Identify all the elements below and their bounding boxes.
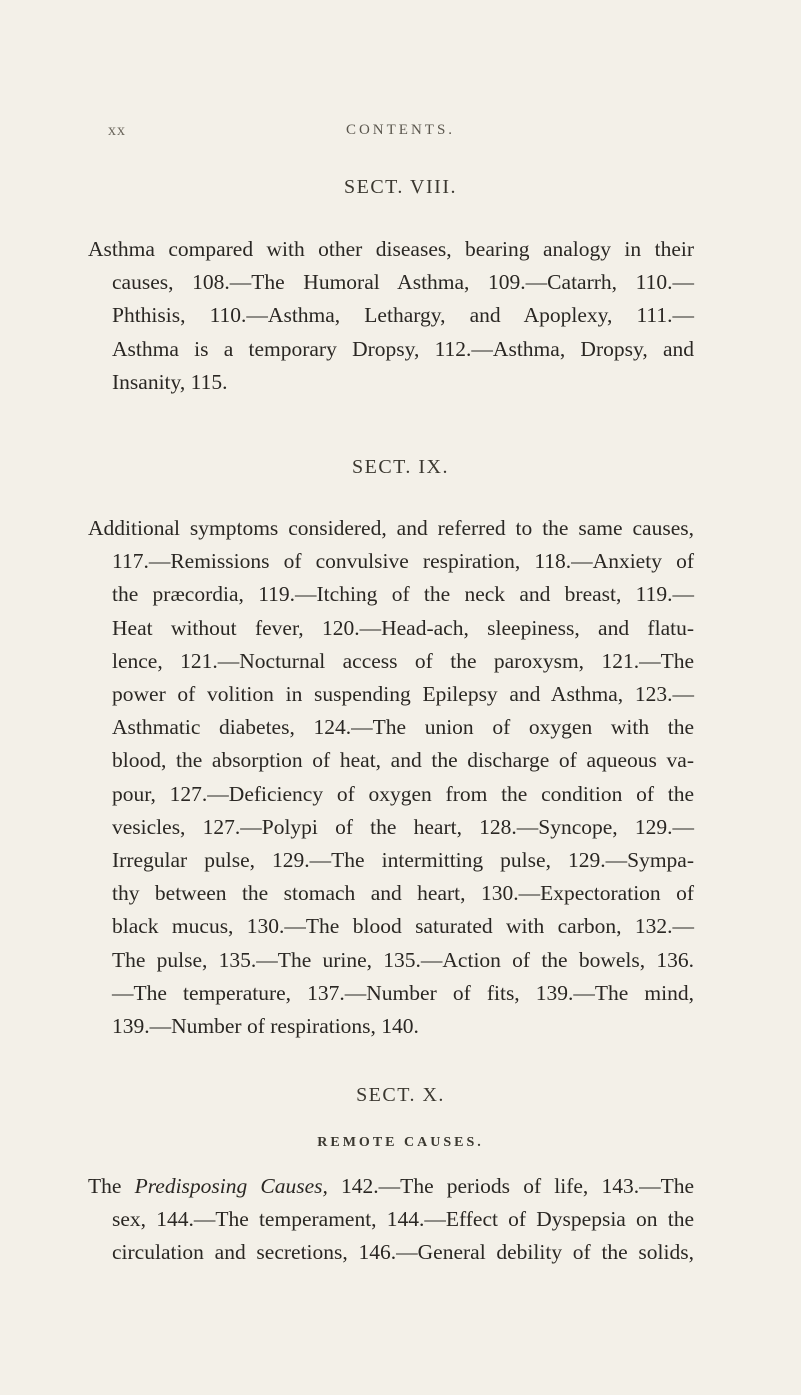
text-line: —The temperature, 137.—Number of fits, 139.—The mind, [112, 980, 694, 1005]
text-line: lence, 121.—Nocturnal access of the paroxysm, 121.—The [112, 648, 694, 673]
text-fragment: The [88, 1174, 135, 1198]
text-line: sex, 144.—The temperament, 144.—Effect of Dyspepsia on the [112, 1207, 694, 1232]
text-line: causes, 108.—The Humoral Asthma, 109.—Catarrh, 110.— [112, 270, 694, 295]
section-x-text [88, 1170, 694, 1270]
text-line: vesicles, 127.—Polypi of the heart, 128.—Syncope, 129.— [112, 814, 694, 839]
text-line: power of volition in suspending Epilepsy and Asthma, 123.— [112, 682, 694, 707]
text-line: 117.—Remissions of convulsive respiration, 118.—Anxiety of [112, 549, 694, 574]
section-heading-viii: SECT. VIII. [344, 176, 457, 198]
running-head [0, 122, 801, 146]
text-line: Asthmatic diabetes, 124.—The union of oxygen with the [112, 715, 694, 740]
text-line: Asthma is a temporary Dropsy, 112.—Asthma, Dropsy, and [112, 336, 694, 361]
running-title: CONTENTS. [345, 122, 456, 138]
text-line: thy between the stomach and heart, 130.—Expectoration of [112, 881, 694, 906]
text-line: Additional symptoms considered, and referred to the same causes, [88, 516, 694, 540]
remote-causes-subheading: REMOTE CAUSES. [317, 1135, 484, 1150]
text-line: black mucus, 130.—The blood saturated with carbon, 132.— [112, 914, 694, 939]
text-line: Heat without fever, 120.—Head-ach, sleepiness, and flatu- [112, 615, 694, 640]
section-heading-x: SECT. X. [356, 1084, 445, 1106]
text-line: blood, the absorption of heat, and the discharge of aqueous va- [112, 748, 694, 773]
page-number: xx [108, 122, 126, 139]
text-line: circulation and secretions, 146.—General debility of the solids, [112, 1240, 694, 1265]
text-line: Asthma compared with other diseases, bearing analogy in their [88, 237, 694, 261]
text-line: Phthisis, 110.—Asthma, Lethargy, and Apoplexy, 111.— [112, 303, 694, 328]
text-line [88, 1170, 694, 1203]
section-ix-text [88, 512, 694, 1043]
section-viii-text [88, 233, 694, 399]
text-line: Insanity, 115. [112, 369, 228, 394]
italic-phrase: Predisposing Causes, [134, 1174, 328, 1198]
text-line: 139.—Number of respirations, 140. [112, 1014, 419, 1039]
text-line: The pulse, 135.—The urine, 135.—Action of the bowels, 136. [112, 947, 694, 972]
text-fragment: 142.—The periods of life, 143.—The [327, 1174, 694, 1198]
text-line: Irregular pulse, 129.—The intermitting pulse, 129.—Sympa- [112, 848, 694, 873]
text-line: the præcordia, 119.—Itching of the neck and breast, 119.— [112, 582, 694, 607]
section-heading-ix: SECT. IX. [351, 456, 449, 478]
text-line: pour, 127.—Deficiency of oxygen from the condition of the [112, 781, 694, 806]
